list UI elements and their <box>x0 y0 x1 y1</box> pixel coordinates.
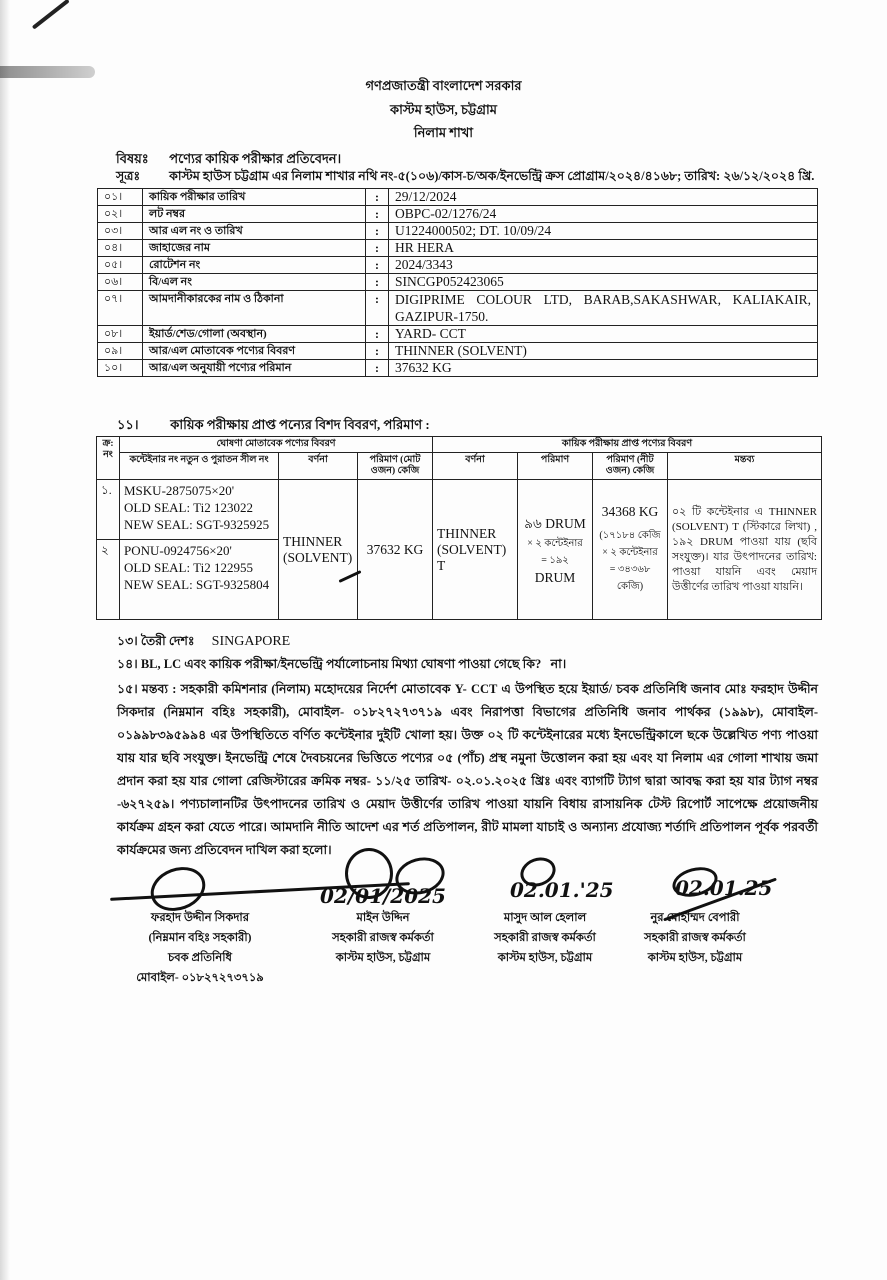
info-row-value: HR HERA <box>389 240 818 257</box>
info-row-label: লট নম্বর <box>143 206 366 223</box>
info-row-number: ১০। <box>98 360 143 377</box>
section-11-heading <box>117 416 430 437</box>
info-row-label: কায়িক পরীক্ষার তারিখ <box>143 189 366 206</box>
declared-description: THINNER (SOLVENT) <box>279 480 358 620</box>
row-serial: ২ <box>97 540 120 620</box>
signatory-title: সহকারী রাজস্ব কর্মকর্তা <box>644 932 746 944</box>
signatory-org: কাস্টম হাউস, চট্টগ্রাম <box>497 952 593 964</box>
new-seal: NEW SEAL: SGT-9325804 <box>124 577 270 592</box>
reference-line <box>116 168 814 188</box>
info-row-value: OBPC-02/1276/24 <box>389 206 818 223</box>
found-qty-line: DRUM <box>534 570 576 585</box>
reference-label: সূত্রঃ <box>116 169 141 183</box>
item-14 <box>117 656 817 676</box>
subject-label: বিষয়ঃ <box>116 151 149 166</box>
signature-date: 02.01.25 <box>675 876 773 900</box>
office-heading: কাস্টম হাউস, চট্টগ্রাম <box>390 102 497 117</box>
signatory-org: কাস্টম হাউস, চট্টগ্রাম <box>335 952 431 964</box>
found-weight-main: 34368 KG <box>601 503 659 519</box>
item-15-remarks: ১৫। মন্তব্য : সহকারী কমিশনার (নিলাম) মহোদয়ের নির্দেশ মোতাবেক Y- CCT এ উপস্থিত হয়ে ইয়ার্ড/ চবক প্রতিনিধি জনাব মোঃ ফরহাদ উদ্দীন সিকদার (নিম্নমান বহিঃ সহকারী), মোবাইল- ০১৮২৭২৭৩৭১৯ এবং নিরাপত্তা বিভাগের প্রতিনিধি জনাব পার্থকর (১৯৯৮), মোবাইল- ০১৯৯৮৩৯৫৯৯৪ এর উপস্থিতিতে বর্ণিত কন্টেইনার দুইটি খোলা হয়। উক্ত ০২ টি কন্টেইনারের মধ্যে ইনভেন্ট্রিকালে ছকে উল্লেখিত পণ্য পাওয়া যায় যার ছবি সংযুক্ত। ইনভেন্ট্রি শেষে দৈবচয়নের ভিত্তিতে পণ্যের ০৫ (পাঁচ) প্রস্থ নমুনা উত্তোলন করা হয় এবং যা নিলাম এর গোলা শাখায় জমা প্রদান করা হয় যার গোলা রেজিস্টারের ক্রমিক নম্বর- ১১/২৫ তারিখ- ০২.০১.২০২৫ খ্রিঃ এবং ব্যাগটি ট্যাগ দ্বারা আবদ্ধ করা হয় যার ট্যাগ নম্বর -৬২৭২৫৯। পণ্যচালানটির উৎপাদনের তারিখ ও মেয়াদ উত্তীর্ণের তারিখ পাওয়া যায়নি বিধায় রাসায়নিক টেস্ট রিপোর্ট সাপেক্ষে প্রয়োজনীয় কার্যক্রম গ্রহন করা যেতে পারে। আমদানি নীতি আদেশ এর শর্ত প্রতিপালন, রীট মামলা যাচাই ও অন্যান্য প্রযোজ্য শর্তাদি প্রতিপালন পূর্বক পরবর্তী কার্যক্রমের জন্য প্রতিবেদন দাখিল করা হলো। <box>117 682 818 857</box>
section-11-title: কায়িক পরীক্ষায় প্রাপ্ত পন্যের বিশদ বিবরণ, পরিমাণ : <box>170 417 430 432</box>
found-weight <box>593 480 668 620</box>
scan-edge-shadow <box>0 0 10 1280</box>
header-remarks: মন্তব্য <box>668 453 822 480</box>
declared-quantity: 37632 KG <box>358 480 433 620</box>
info-row-value: 2024/3343 <box>389 257 818 274</box>
header-serial: ক্র: নং <box>97 437 120 480</box>
info-row-separator: : <box>366 360 389 377</box>
info-row-number: ০৪। <box>98 240 143 257</box>
pen-mark <box>32 0 70 30</box>
info-row-label: বি/এল নং <box>143 274 366 291</box>
info-row-separator: : <box>366 291 389 326</box>
signatory-1 <box>120 908 280 988</box>
info-row <box>98 189 818 206</box>
signatory-3 <box>480 878 614 968</box>
country-label: ১৩। তৈরী দেশঃ <box>117 634 195 648</box>
info-row <box>98 257 818 274</box>
container-number: PONU-0924756×20' <box>124 543 232 558</box>
info-row-label: আমদানীকারকের নাম ও ঠিকানা <box>143 291 366 326</box>
info-row-label: আর/এল মোতাবেক পণ্যের বিবরণ <box>143 343 366 360</box>
info-row-label: রোটেশন নং <box>143 257 366 274</box>
found-weight-calc: কেজি) <box>616 580 644 592</box>
info-row-value: YARD- CCT <box>389 326 818 343</box>
signatory-2 <box>318 884 448 968</box>
info-row-number: ০৫। <box>98 257 143 274</box>
subject-text: পণ্যের কায়িক পরীক্ষার প্রতিবেদন। <box>169 151 342 166</box>
info-row-value: SINCGP052423065 <box>389 274 818 291</box>
new-seal: NEW SEAL: SGT-9325925 <box>124 517 270 532</box>
info-row-value: 29/12/2024 <box>389 189 818 206</box>
remarks: ০২ টি কন্টেইনার এ THINNER (SOLVENT) T (স্টিকারে লিখা) , ১৯২ DRUM পাওয়া যায় (ছবি সংযুক্ত)। যার উৎপাদনের তারিখ: পাওয়া যায়নি এবং মেয়াদ উত্তীর্ণের তারিখ পাওয়া যায়নি। <box>668 480 822 620</box>
header-declared-qty: পরিমাণ (মোট ওজন) কেজি <box>358 453 433 480</box>
found-quantity <box>518 480 593 620</box>
signature-date: 02.01.'25 <box>510 878 614 902</box>
inspection-detail-table <box>96 436 822 620</box>
info-row-value: U1224000502; DT. 10/09/24 <box>389 223 818 240</box>
info-row-number: ০৭। <box>98 291 143 326</box>
info-row-number: ০৯। <box>98 343 143 360</box>
info-row-separator: : <box>366 206 389 223</box>
false-declaration-question: ১৪। BL, LC এবং কায়িক পরীক্ষা/ইনভেন্ট্রি পর্যালোচনায় মিথ্যা ঘোষণা পাওয়া গেছে কি? <box>117 657 542 671</box>
header-found-desc: বর্ণনা <box>433 453 518 480</box>
info-row-number: ০৩। <box>98 223 143 240</box>
table-row <box>97 480 822 540</box>
found-weight-calc: × ২ কন্টেইনার <box>602 546 658 558</box>
info-row-separator: : <box>366 326 389 343</box>
branch-heading: নিলাম শাখা <box>413 125 474 140</box>
signatory-title: সহকারী রাজস্ব কর্মকর্তা <box>332 932 434 944</box>
info-row-number: ০২। <box>98 206 143 223</box>
container-number: MSKU-2875075×20' <box>124 483 235 498</box>
found-weight-calc: = ৩৪৩৬৮ <box>609 563 651 575</box>
signatory-4 <box>620 876 773 968</box>
info-row <box>98 223 818 240</box>
signatory-name: মাইন উদ্দিন <box>356 912 410 924</box>
header-container: কন্টেইনার নং নতুন ও পুরাতন সীল নং <box>120 453 279 480</box>
found-qty-line: ৯৬ DRUM <box>524 516 586 531</box>
info-row <box>98 360 818 377</box>
header-declared-desc: বর্ণনা <box>279 453 358 480</box>
signatory-name: ফরহাদ উদ্দীন সিকদার <box>150 912 250 924</box>
found-description: THINNER (SOLVENT) T <box>433 480 518 620</box>
found-qty-line: × ২ কন্টেইনার <box>527 538 583 549</box>
signatory-name: নুর মোহাম্মদ বেপারী <box>650 912 740 924</box>
info-row-label: আর/এল অনুযায়ী পণ্যের পরিমান <box>143 360 366 377</box>
section-11-number: ১১। <box>117 417 139 432</box>
info-row-value: THINNER (SOLVENT) <box>389 343 818 360</box>
header-declared-group: ঘোষণা মোতাবেক পণ্যের বিবরণ <box>120 437 433 453</box>
reference-text: কাস্টম হাউস চট্টগ্রাম এর নিলাম শাখার নথি নং-৫(১০৬)/কাস-চ/অক/ইনভেন্ট্রি ক্রস প্রোগ্রাম/২০২৪/৪১৬৮; তারিখ: ২৬/১২/২০২৪ খ্রি. <box>169 169 815 183</box>
govt-heading: গণপ্রজাতন্ত্রী বাংলাদেশ সরকার <box>365 78 522 93</box>
info-row-label: আর এল নং ও তারিখ <box>143 223 366 240</box>
info-row-number: ০৮। <box>98 326 143 343</box>
info-row-number: ০১। <box>98 189 143 206</box>
signatory-mobile: মোবাইল- ০১৮২৭২৭৩৭১৯ <box>136 972 264 984</box>
info-row-number: ০৬। <box>98 274 143 291</box>
info-row-label: জাহাজের নাম <box>143 240 366 257</box>
old-seal: OLD SEAL: Ti2 123022 <box>124 500 253 515</box>
container-cell <box>120 540 279 620</box>
info-row <box>98 274 818 291</box>
header-found-group: কায়িক পরীক্ষায় প্রাপ্ত পণ্যের বিবরণ <box>433 437 822 453</box>
info-row-label: ইয়ার্ড/শেড/গোলা (অবস্থান) <box>143 326 366 343</box>
signatory-org: কাস্টম হাউস, চট্টগ্রাম <box>647 952 743 964</box>
header-found-qty: পরিমাণ <box>518 453 593 480</box>
header-found-weight: পরিমাণ (নীট ওজন) কেজি <box>593 453 668 480</box>
false-declaration-answer: না। <box>550 657 567 671</box>
old-seal: OLD SEAL: Ti2 122955 <box>124 560 253 575</box>
info-row <box>98 240 818 257</box>
info-row-value: 37632 KG <box>389 360 818 377</box>
signatory-org: চবক প্রতিনিধি <box>168 952 232 964</box>
info-row <box>98 326 818 343</box>
found-qty-line: = ১৯২ <box>541 555 569 566</box>
found-weight-calc: (১৭১৮৪ কেজি <box>599 529 661 541</box>
item-13 <box>117 633 817 653</box>
info-row <box>98 206 818 223</box>
shipment-info-table <box>97 188 818 377</box>
info-row-separator: : <box>366 189 389 206</box>
info-row-separator: : <box>366 274 389 291</box>
info-row-separator: : <box>366 240 389 257</box>
row-serial: ১. <box>97 480 120 540</box>
signatory-name: মাসুদ আল হেলাল <box>503 912 587 924</box>
info-row <box>98 343 818 360</box>
info-row-separator: : <box>366 223 389 240</box>
signature-date: 02/01/2025 <box>320 884 446 908</box>
info-row-value: DIGIPRIME COLOUR LTD, BARAB,SAKASHWAR, KALIAKAIR, GAZIPUR-1750. <box>389 291 818 326</box>
country-value: SINGAPORE <box>211 634 291 649</box>
info-row <box>98 291 818 326</box>
info-row-separator: : <box>366 343 389 360</box>
signatory-title: সহকারী রাজস্ব কর্মকর্তা <box>494 932 596 944</box>
info-row-separator: : <box>366 257 389 274</box>
signatory-title: (নিম্নমান বহিঃ সহকারী) <box>148 932 252 944</box>
container-cell <box>120 480 279 540</box>
